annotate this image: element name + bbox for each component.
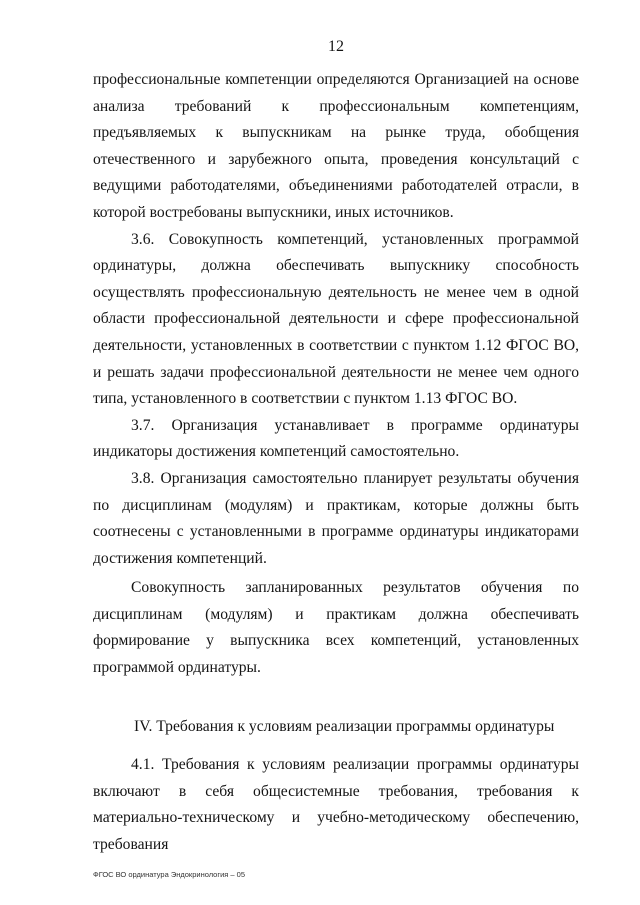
paragraph-3-6: 3.6. Совокупность компетенций, установленных программой ординатуры, должна обеспечивать выпускнику способность осуществлять профессиональную деятельность не менее чем в одной области профессиональной деятельности и сфере профессиональной деятельности, установленных в соответствии с пунктом 1.12 ФГОС ВО, и решать задачи профессиональной деятельности не менее чем одного типа, установленного в соответствии с пунктом 1.13 ФГОС ВО.	[93, 230, 579, 408]
paragraph-total-results: Совокупность запланированных результатов обучения по дисциплинам (модулям) и практикам должна обеспечивать формирование у выпускника всех компетенций, установленных программой ординатуры.	[93, 579, 579, 677]
paragraph-3-8: 3.8. Организация самостоятельно планирует результаты обучения по дисциплинам (модулям) и практикам, которые должны быть соотнесены с установленными в программе ординатуры индикаторами достижения компетенций.	[93, 469, 579, 567]
paragraph-intro: профессиональные компетенции определяются Организацией на основе анализа требований к профессиональным компетенциям, предъявляемых к выпускникам на рынке труда, обобщения отечественного и зарубежного опыта, проведения консультаций с ведущими работодателями, объединениями работодателей отрасли, в которой востребованы выпускники, иных источников.	[93, 71, 579, 221]
footer-label: ФГОС ВО ординатура Эндокринология – 05	[93, 870, 246, 879]
section-iv-text-block	[93, 752, 579, 858]
page-number: 12	[328, 38, 344, 55]
section-heading-iv: IV. Требования к условиям реализации программы ординатуры	[134, 718, 555, 735]
paragraph-4-1: 4.1. Требования к условиям реализации программы ординатуры включают в себя общесистемные требования, требования к материально-техническому и учебно-методическому обеспечению, требования	[93, 756, 579, 853]
main-text-block	[93, 67, 579, 682]
paragraph-3-7: 3.7. Организация устанавливает в программе ординатуры индикаторы достижения компетенций самостоятельно.	[93, 416, 579, 461]
